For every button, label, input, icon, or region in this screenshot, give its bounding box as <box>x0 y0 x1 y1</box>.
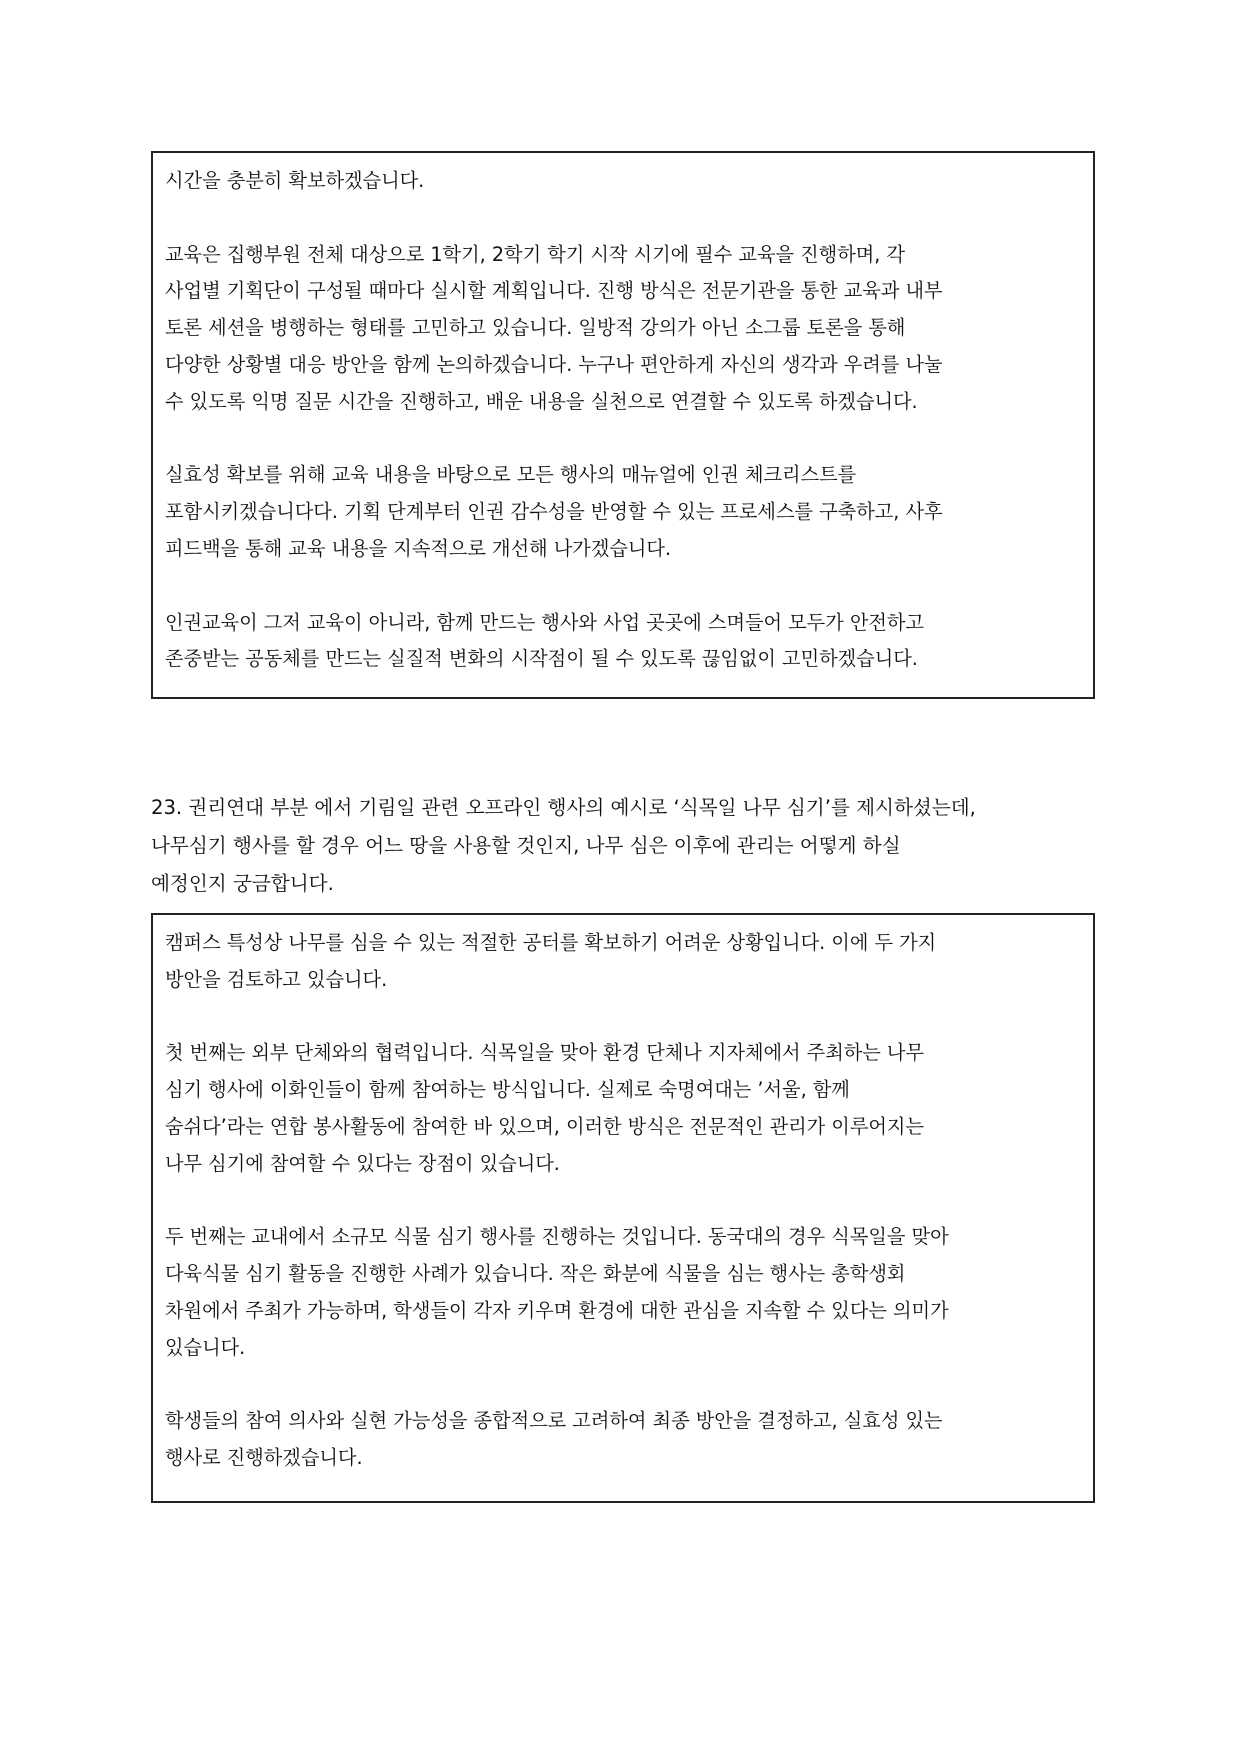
paragraph-gap <box>165 1183 1081 1220</box>
answer-paragraph <box>165 163 1081 200</box>
answer-box-1 <box>151 151 1095 699</box>
text-line: 피드백을 통해 교육 내용을 지속적으로 개선해 나가겠습니다. <box>165 536 672 560</box>
question-23 <box>151 789 1095 904</box>
text-line: 포함시키겠습니다다. 기획 단계부터 인권 감수성을 반영할 수 있는 프로세스를 구축하고, 사후 <box>165 500 943 524</box>
text-line: 수 있도록 익명 질문 시간을 진행하고, 배운 내용을 실천으로 연결할 수 있도록 하겠습니다. <box>165 389 918 413</box>
answer-box-2 <box>151 913 1095 1503</box>
text-line: 학생들의 참여 의사와 실현 가능성을 종합적으로 고려하여 최종 방안을 결정하고, 실효성 있는 <box>165 1409 943 1433</box>
text-line: 차원에서 주최가 가능하며, 학생들이 각자 키우며 환경에 대한 관심을 지속할 수 있다는 의미가 <box>165 1298 949 1322</box>
paragraph-gap <box>165 1367 1081 1404</box>
answer-paragraph <box>165 237 1081 421</box>
text-line: 나무 심기에 참여할 수 있다는 장점이 있습니다. <box>165 1151 560 1175</box>
paragraph-gap <box>165 999 1081 1036</box>
text-line: 인권교육이 그저 교육이 아니라, 함께 만드는 행사와 사업 곳곳에 스며들어 모두가 안전하고 <box>165 610 924 634</box>
answer-paragraph <box>165 1403 1081 1477</box>
text-line: 심기 행사에 이화인들이 함께 참여하는 방식입니다. 실제로 숙명여대는 ’서울, 함께 <box>165 1078 850 1102</box>
answer-paragraph <box>165 605 1081 679</box>
paragraph-gap <box>165 568 1081 605</box>
text-line: 숨쉬다’라는 연합 봉사활동에 참여한 바 있으며, 이러한 방식은 전문적인 관리가 이루어지는 <box>165 1114 924 1138</box>
text-line: 실효성 확보를 위해 교육 내용을 바탕으로 모든 행사의 매뉴얼에 인권 체크리스트를 <box>165 463 857 487</box>
text-line: 행사로 진행하겠습니다. <box>165 1446 363 1470</box>
text-line: 존중받는 공동체를 만드는 실질적 변화의 시작점이 될 수 있도록 끊임없이 고민하겠습니다. <box>165 647 918 671</box>
text-line: 시간을 충분히 확보하겠습니다. <box>165 169 425 192</box>
text-line: 다양한 상황별 대응 방안을 함께 논의하겠습니다. 누구나 편안하게 자신의 생각과 우려를 나눌 <box>165 352 943 376</box>
question-line: 나무심기 행사를 할 경우 어느 땅을 사용할 것인지, 나무 심은 이후에 관리는 어떻게 하실 <box>151 834 901 858</box>
answer-paragraph <box>165 925 1081 999</box>
text-line: 다육식물 심기 활동을 진행한 사례가 있습니다. 작은 화분에 식물을 심는 행사는 총학생회 <box>165 1262 906 1286</box>
paragraph-gap <box>165 200 1081 237</box>
text-line: 캠퍼스 특성상 나무를 심을 수 있는 적절한 공터를 확보하기 어려운 상황입니다. 이에 두 가지 <box>165 931 937 954</box>
text-line: 두 번째는 교내에서 소규모 식물 심기 행사를 진행하는 것입니다. 동국대의 경우 식목일을 맞아 <box>165 1225 949 1249</box>
question-line: 23. 권리연대 부분 에서 기림일 관련 오프라인 행사의 예시로 ‘식목일 나무 심기’를 제시하셨는데, <box>151 796 976 819</box>
paragraph-gap <box>165 421 1081 458</box>
answer-paragraph <box>165 1035 1081 1182</box>
question-line: 예정인지 궁금합니다. <box>151 872 334 896</box>
text-line: 교육은 집행부원 전체 대상으로 1학기, 2학기 학기 시작 시기에 필수 교육을 진행하며, 각 <box>165 242 905 266</box>
text-line: 사업별 기획단이 구성될 때마다 실시할 계획입니다. 진행 방식은 전문기관을 통한 교육과 내부 <box>165 279 943 303</box>
answer-paragraph <box>165 1219 1081 1366</box>
text-line: 있습니다. <box>165 1335 246 1359</box>
text-line: 방안을 검토하고 있습니다. <box>165 967 388 991</box>
answer-paragraph <box>165 457 1081 567</box>
text-line: 첫 번째는 외부 단체와의 협력입니다. 식목일을 맞아 환경 단체나 지자체에서 주최하는 나무 <box>165 1041 924 1065</box>
text-line: 토론 세션을 병행하는 형태를 고민하고 있습니다. 일방적 강의가 아닌 소그룹 토론을 통해 <box>165 316 906 340</box>
